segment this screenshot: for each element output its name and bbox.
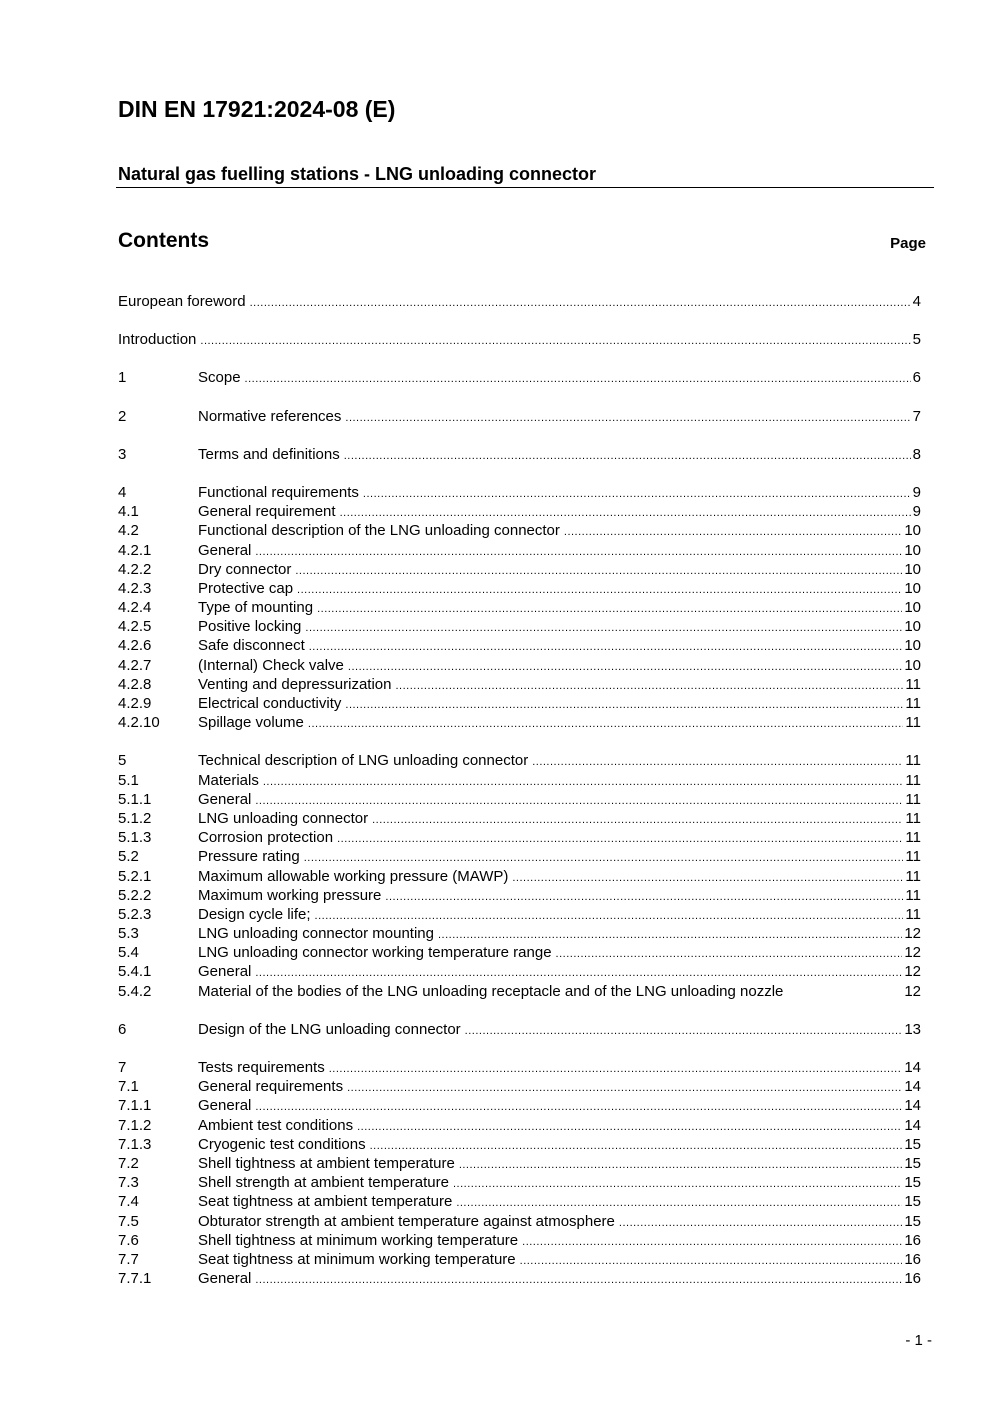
toc-entry-page: 10 [904,560,921,578]
toc-entry-title: Seat tightness at minimum working temperature [198,1250,516,1268]
toc-dot-leader [385,888,903,907]
toc-entry-number: 4.2.10 [118,714,160,732]
toc-dot-leader [556,945,903,964]
toc-entry-page: 7 [912,407,921,425]
toc-dot-leader [309,638,903,657]
toc-entry-page: 15 [904,1212,921,1230]
toc-dot-leader [255,543,902,562]
header-divider [116,187,934,188]
toc-entry-number: 4.2.1 [118,541,152,559]
toc-dot-leader [305,619,902,638]
toc-entry[interactable] [118,1250,921,1269]
toc-entry[interactable] [118,1231,921,1250]
toc-entry-page: 16 [904,1231,921,1249]
contents-heading: Contents [118,229,209,252]
toc-entry-number: 5.2 [118,848,139,866]
toc-entry[interactable] [118,751,921,770]
toc-entry[interactable] [118,579,921,598]
toc-dot-leader [363,485,911,504]
toc-entry-page: 10 [904,579,921,597]
toc-dot-leader [453,1175,902,1194]
toc-entry-title: Technical description of LNG unloading connector [198,752,529,770]
toc-entry-title: Material of the bodies of the LNG unloading receptacle and of the LNG unloading nozzle [198,982,784,1000]
toc-dot-leader [564,523,902,542]
toc-entry[interactable] [118,771,921,790]
toc-entry-number: 7.1.2 [118,1116,152,1134]
toc-entry-title: Design of the LNG unloading connector [198,1020,461,1038]
toc-entry-page: 16 [904,1270,921,1288]
toc-entry-page: 14 [904,1116,921,1134]
toc-entry-title: Protective cap [198,579,294,597]
toc-entry-page: 10 [904,656,921,674]
toc-dot-leader [329,1060,903,1079]
toc-entry-number: 5.1.1 [118,790,152,808]
toc-entry-title: Seat tightness at ambient temperature [198,1193,453,1211]
toc-entry-number: 5.4 [118,944,139,962]
toc-entry-page: 12 [904,944,921,962]
toc-entry-page: 11 [905,675,921,693]
toc-entry-number: 5.1 [118,771,139,789]
toc-entry[interactable] [118,598,921,617]
toc-entry[interactable] [118,790,921,809]
toc-entry-page: 11 [905,809,921,827]
toc-entry-page: 11 [905,790,921,808]
toc-entry[interactable] [118,828,921,847]
toc-entry-page: 12 [904,963,921,981]
toc-entry-number: 7.7 [118,1250,139,1268]
toc-entry-page: 14 [904,1059,921,1076]
toc-entry-title: General [198,1270,252,1288]
toc-entry-number: 7.1.1 [118,1097,152,1115]
toc-entry-page: 14 [904,1097,921,1115]
document-subtitle: Natural gas fuelling stations - LNG unloading connector [118,164,597,184]
toc-entry-number: 5.4.1 [118,963,152,981]
toc-entry-page: 9 [912,483,921,501]
toc-entry-number: 5 [118,752,127,770]
toc-entry[interactable] [118,1154,921,1173]
toc-dot-leader [465,1022,903,1041]
toc-entry-number: 4.2.3 [118,579,152,597]
toc-dot-leader [255,1271,902,1290]
toc-entry-page: 5 [912,331,921,349]
toc-entry-title: Terms and definitions [198,445,340,463]
toc-entry-page: 11 [905,714,921,732]
toc-entry-number: 1 [118,369,127,387]
toc-entry-number: 6 [118,1020,127,1038]
toc-entry-title: Shell strength at ambient temperature [198,1174,449,1192]
toc-dot-leader [459,1156,903,1175]
toc-entry-title: Positive locking [198,618,302,636]
toc-entry-page: 15 [904,1193,921,1211]
toc-entry-number: 5.1.3 [118,829,152,847]
toc-entry[interactable] [118,330,921,349]
toc-entry-page: 10 [904,618,921,636]
toc-dot-leader [345,696,903,715]
toc-entry[interactable] [118,1096,921,1115]
toc-dot-leader [344,447,911,466]
toc-entry[interactable] [118,694,921,713]
toc-entry[interactable] [118,483,921,502]
toc-dot-leader [372,811,903,830]
toc-entry[interactable] [118,656,921,675]
toc-entry-number: 4.1 [118,503,139,521]
toc-entry-number: 5.4.2 [118,982,152,1000]
toc-entry[interactable] [118,943,921,962]
toc-dot-leader [345,409,910,428]
toc-entry[interactable] [118,1020,921,1039]
toc-entry[interactable] [118,675,921,694]
toc-entry[interactable] [118,1173,921,1192]
toc-entry-title: Cryogenic test conditions [198,1135,366,1153]
toc-entry[interactable] [118,713,921,732]
toc-entry-title: General [198,963,252,981]
toc-entry-title: (Internal) Check valve [198,656,344,674]
table-of-contents [118,292,921,1288]
toc-entry-title: Functional requirements [198,483,359,501]
toc-entry-number: 7.7.1 [118,1270,152,1288]
toc-entry[interactable] [118,292,921,311]
toc-entry-number: 7.2 [118,1154,139,1172]
page-column-label: Page [890,235,926,252]
toc-entry-title: Scope [198,369,241,387]
toc-entry-title: Materials [198,771,259,789]
toc-entry-title: General requirements [198,1078,344,1096]
toc-entry[interactable] [118,502,921,521]
toc-dot-leader [297,581,902,600]
toc-entry-title: Maximum allowable working pressure (MAWP) [198,867,509,885]
toc-entry-title: Functional description of the LNG unloading connector [198,522,560,540]
toc-entry-page: 9 [912,503,921,521]
toc-entry[interactable] [118,809,921,828]
toc-entry-title: Tests requirements [198,1059,325,1076]
toc-entry-title: Electrical conductivity [198,695,342,712]
toc-entry-page: 11 [905,886,921,904]
toc-entry-title: Dry connector [198,560,292,578]
toc-entry-page: 11 [905,752,921,770]
toc-entry[interactable] [118,1212,921,1231]
toc-entry-number: 5.2.2 [118,886,152,904]
toc-entry-number: 4.2 [118,522,139,540]
toc-entry[interactable] [118,1077,921,1096]
toc-entry-page: 11 [905,695,921,712]
toc-entry-page: 15 [904,1154,921,1172]
toc-entry-title: Venting and depressurization [198,675,392,693]
toc-entry-number: 3 [118,445,127,463]
page-number: - 1 - [905,1332,932,1349]
toc-entry-title: Maximum working pressure [198,886,382,904]
toc-entry[interactable] [118,962,921,981]
toc-entry-page: 10 [904,522,921,540]
toc-entry-title: Introduction [118,331,197,349]
toc-entry[interactable] [118,886,921,905]
toc-entry-number: 7.1.3 [118,1135,152,1153]
toc-entry-number: 4.2.7 [118,656,152,674]
toc-dot-leader [317,600,902,619]
toc-entry-number: 4.2.5 [118,618,152,636]
toc-entry[interactable] [118,1116,921,1135]
toc-entry[interactable] [118,407,921,426]
toc-entry-title: Ambient test conditions [198,1116,354,1134]
toc-entry[interactable] [118,1135,921,1154]
toc-entry-page: 15 [904,1135,921,1153]
toc-entry-title: General [198,790,252,808]
toc-entry-page: 11 [905,905,921,923]
toc-entry-page: 11 [905,867,921,885]
toc-dot-leader [263,773,904,792]
toc-entry-title: European foreword [118,293,246,310]
toc-entry-number: 7 [118,1059,127,1076]
toc-entry-title: LNG unloading connector working temperature range [198,944,552,962]
toc-entry[interactable] [118,1058,921,1077]
toc-entry-number: 4.2.4 [118,599,152,617]
toc-dot-leader [348,658,902,677]
toc-dot-leader [250,294,911,313]
toc-dot-leader [295,562,902,581]
toc-entry-title: General [198,541,252,559]
toc-entry-page: 12 [904,982,921,1000]
toc-entry-page: 8 [912,445,921,463]
toc-entry-title: Design cycle life; [198,905,311,923]
toc-entry-page: 15 [904,1174,921,1192]
toc-entry-page: 10 [904,541,921,559]
toc-entry-title: General [198,1097,252,1115]
toc-entry-number: 5.2.3 [118,905,152,923]
toc-entry[interactable] [118,636,921,655]
toc-entry-page: 4 [912,293,921,310]
toc-entry-title: Obturator strength at ambient temperature against atmosphere [198,1212,615,1230]
toc-entry-page: 11 [905,848,921,866]
toc-entry-number: 5.1.2 [118,809,152,827]
toc-dot-leader [520,1252,903,1271]
toc-entry-page: 10 [904,599,921,617]
toc-entry-number: 7.3 [118,1174,139,1192]
toc-entry[interactable] [118,368,921,387]
toc-dot-leader [337,830,903,849]
toc-entry-page: 10 [904,637,921,655]
toc-dot-leader [245,370,911,389]
toc-entry[interactable] [118,847,921,866]
toc-entry-title: Shell tightness at ambient temperature [198,1154,455,1172]
toc-entry-title: Normative references [198,407,342,425]
toc-entry-page: 13 [904,1020,921,1038]
toc-entry[interactable] [118,867,921,886]
toc-entry-title: Shell tightness at minimum working temperature [198,1231,519,1249]
toc-entry-title: Spillage volume [198,714,304,732]
toc-entry-page: 11 [905,829,921,847]
toc-entry-number: 4.2.9 [118,695,152,712]
toc-entry-title: LNG unloading connector mounting [198,925,434,943]
toc-entry-title: Pressure rating [198,848,300,866]
toc-dot-leader [200,332,910,351]
toc-entry-number: 5.3 [118,925,139,943]
toc-entry-number: 5.2.1 [118,867,152,885]
toc-entry[interactable] [118,905,921,924]
toc-dot-leader [308,715,904,734]
toc-dot-leader [357,1118,902,1137]
toc-dot-leader [532,753,903,772]
toc-entry-number: 4.2.2 [118,560,152,578]
toc-entry-number: 7.1 [118,1078,139,1096]
toc-entry-page: 6 [912,369,921,387]
toc-entry[interactable] [118,521,921,540]
toc-entry[interactable] [118,982,921,1001]
toc-dot-leader [522,1233,902,1252]
document-title: DIN EN 17921:2024-08 (E) [118,96,396,122]
toc-entry-number: 7.4 [118,1193,139,1211]
toc-entry-title: Safe disconnect [198,637,305,655]
toc-entry-title: Corrosion protection [198,829,334,847]
toc-dot-leader [347,1079,902,1098]
toc-dot-leader [619,1214,902,1233]
toc-entry-number: 7.5 [118,1212,139,1230]
toc-entry[interactable] [118,924,921,943]
toc-dot-leader [512,869,903,888]
toc-entry-number: 4.2.6 [118,637,152,655]
toc-entry-number: 4 [118,483,127,501]
toc-entry-title: General requirement [198,503,336,521]
toc-entry[interactable] [118,617,921,636]
toc-entry[interactable] [118,541,921,560]
toc-entry-page: 11 [905,771,921,789]
toc-entry[interactable] [118,1192,921,1211]
toc-entry-number: 2 [118,407,127,425]
toc-entry-page: 16 [904,1250,921,1268]
toc-dot-leader [395,677,903,696]
toc-entry[interactable] [118,445,921,464]
toc-entry-title: Type of mounting [198,599,314,617]
toc-entry[interactable] [118,560,921,579]
toc-entry-page: 14 [904,1078,921,1096]
toc-entry-title: LNG unloading connector [198,809,369,827]
toc-entry[interactable] [118,1269,921,1288]
toc-entry-page: 12 [904,925,921,943]
toc-entry-number: 7.6 [118,1231,139,1249]
toc-entry-number: 4.2.8 [118,675,152,693]
